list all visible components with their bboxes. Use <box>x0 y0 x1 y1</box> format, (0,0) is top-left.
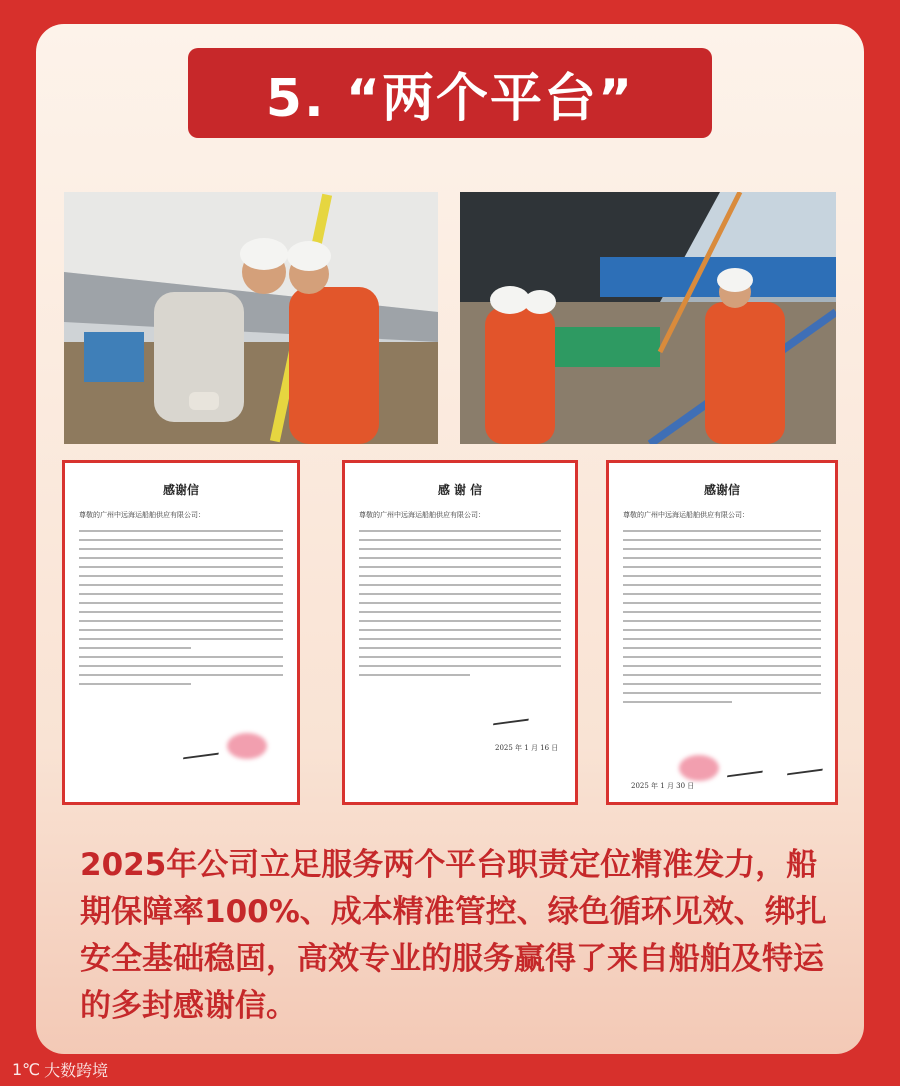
photo-workers-deck <box>460 192 836 444</box>
signature <box>183 743 221 760</box>
letter-date: 2025 年 1 月 30 日 <box>631 782 695 790</box>
letter-greeting: 尊敬的广州中远海运船舶供应有限公司： <box>623 511 749 519</box>
seal-stamp <box>679 755 719 781</box>
thank-you-letter-2 <box>342 460 578 805</box>
signature <box>727 761 765 778</box>
letter-title: 感 谢 信 <box>437 483 483 497</box>
thank-you-letter-1 <box>62 460 300 805</box>
thank-you-letter-3 <box>606 460 838 805</box>
letter-greeting: 尊敬的广州中远海运船舶供应有限公司： <box>79 511 205 519</box>
letter-title: 感谢信 <box>162 483 199 497</box>
signature <box>493 709 531 726</box>
brand-logo-icon: 1℃ <box>12 1060 41 1079</box>
brand-name: 大数跨境 <box>44 1061 109 1080</box>
photo-workers-hull <box>64 192 438 444</box>
seal-stamp <box>227 733 267 759</box>
signature <box>787 759 825 776</box>
section-title <box>188 48 712 138</box>
letter-date: 2025 年 1 月 16 日 <box>495 744 559 752</box>
letter-greeting: 尊敬的广州中远海运船舶供应有限公司： <box>359 511 485 519</box>
watermark <box>12 1058 108 1081</box>
section-title-text: 5. “两个平台” <box>265 68 635 129</box>
summary-text: 2025年公司立足服务两个平台职责定位精准发力，船期保障率100%、成本精准管控、绿色循环见效、绑扎安全基础稳固，高效专业的服务赢得了来自船舶及特运的多封感谢信。 <box>80 847 827 1024</box>
letter-title: 感谢信 <box>703 483 740 497</box>
